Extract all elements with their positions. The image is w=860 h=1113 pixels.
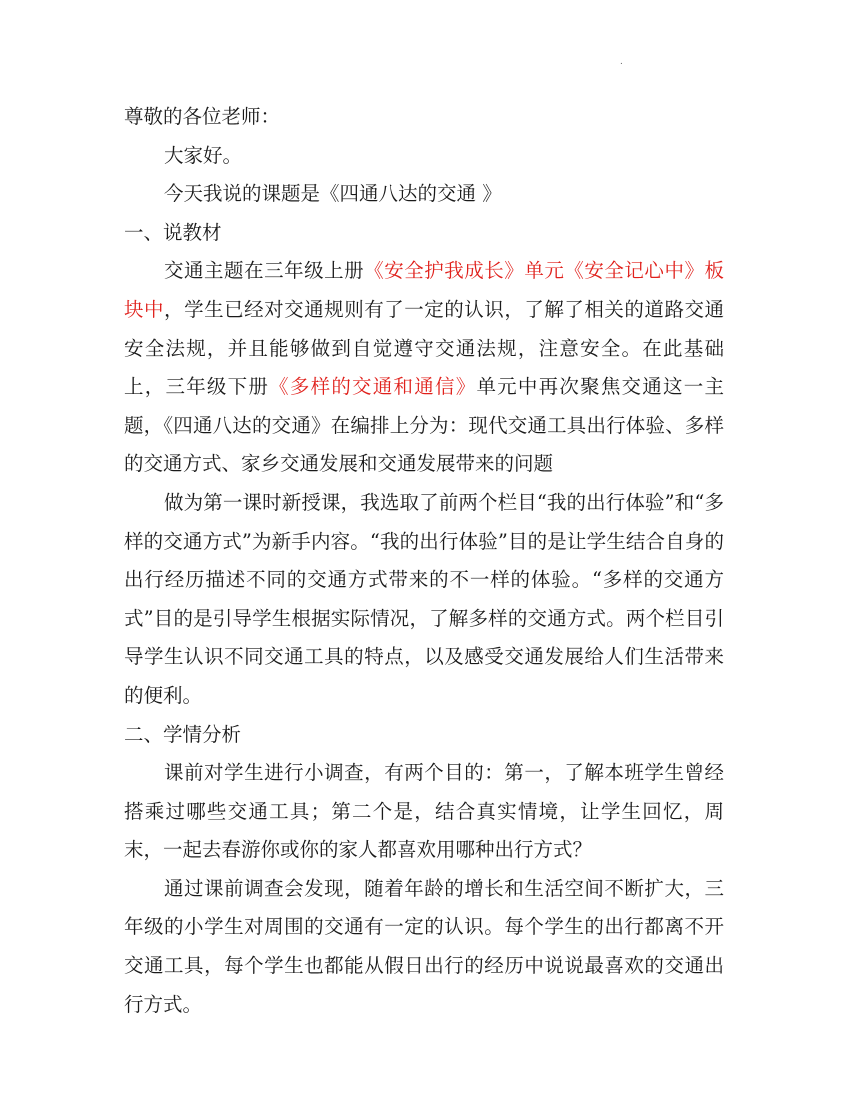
textbook-paragraph-2: 做为第一课时新授课，我选取了前两个栏目“我的出行体验”和“多样的交通方式”为新手内容。“我的出行体验”目的是让学生结合自身的出行经历描述不同的交通方式带来的不一样的体验。“多样的交通方式”目的是引导学生根据实际情况，了解多样的交通方式。两个栏目引导学生认识不同交通工具的特点，以及感受交通发展给人们生活带来的便利。: [124, 490, 724, 707]
salutation: 尊敬的各位老师：: [124, 105, 281, 128]
text-segment: ，学生已经对交通规则有了一定的认识，了解了相关的道路交通安全法规，并且能够做到自觉遵守交通法规，注意安全。在此基础上，三年级下册: [124, 297, 724, 399]
highlight-unit-reference: 《安全护我成长》单元《安全记心中》板块中: [124, 259, 724, 321]
text-segment: 交通主题在三年级上册: [164, 259, 365, 283]
analysis-paragraph-1: 课前对学生进行小调查，有两个目的：第一，了解本班学生曾经搭乘过哪些交通工具；第二个是，结合真实情境，让学生回忆，周末，一起去春游你或你的家人都喜欢用哪种出行方式？: [124, 761, 724, 862]
document-body: [124, 98, 724, 1024]
text-segment: 单元中再次聚焦交通这一主题，《四通八达的交通》在编排上分为：现代交通工具出行体验、多样的交通方式、家乡交通发展和交通发展带来的问题: [124, 375, 724, 476]
greeting: 大家好。: [164, 143, 243, 167]
section-heading-textbook: 一、说教材: [124, 220, 222, 244]
analysis-paragraph-2: 通过课前调查会发现，随着年龄的增长和生活空间不断扩大，三年级的小学生对周围的交通有一定的认识。每个学生的出行都离不开交通工具，每个学生也都能从假日出行的经历中说说最喜欢的交通出行方式。: [124, 876, 724, 1016]
topic-line: 今天我说的课题是《四通八达的交通 》: [164, 182, 502, 206]
section-heading-student-analysis: 二、学情分析: [124, 722, 242, 746]
textbook-paragraph-1: [124, 252, 724, 484]
header-mark: .: [620, 56, 623, 67]
highlight-unit-reference: 《多样的交通和通信》: [269, 375, 477, 399]
